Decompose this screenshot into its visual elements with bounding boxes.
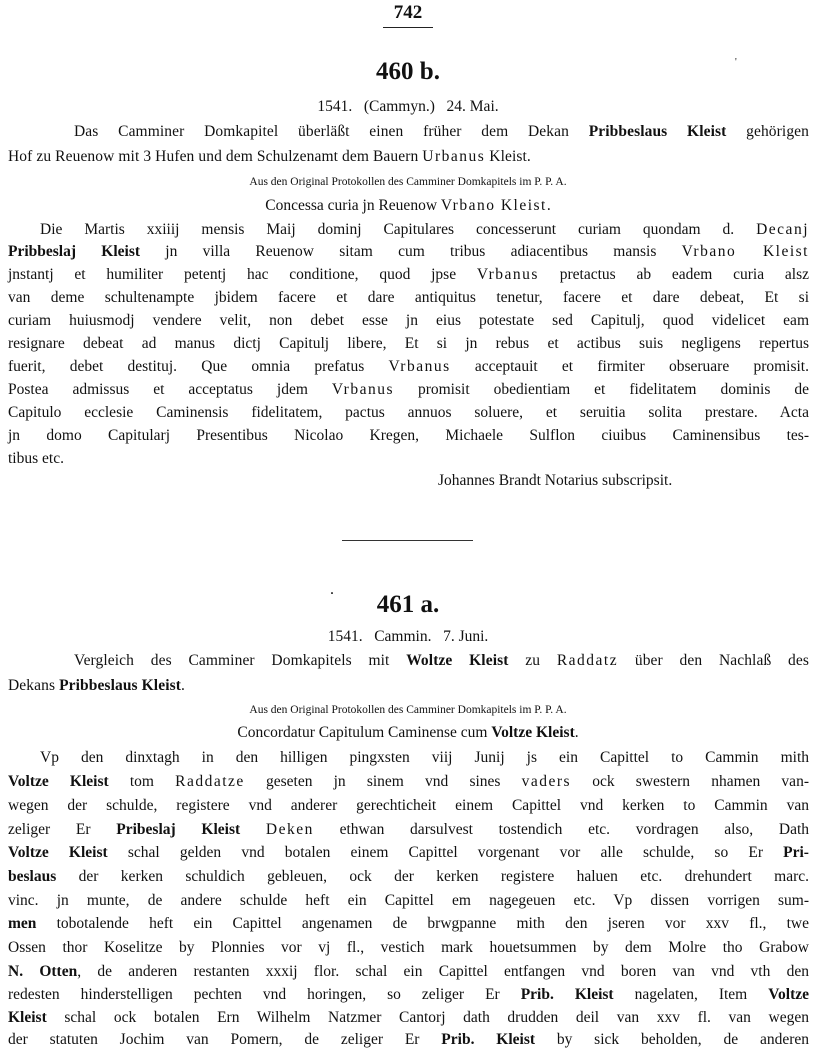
source-note: Aus den Original Protokollen des Camminer Domkapitels im P. P. A.	[249, 176, 567, 188]
body-line	[8, 820, 809, 840]
spaced-text: Vrbano Kleist	[681, 243, 809, 260]
document-dateline: 1541. (Cammyn.) 24. Mai.	[317, 98, 499, 115]
body-line	[8, 380, 809, 400]
section-dot: ·	[330, 586, 335, 600]
text-run: redesten hinderstelligen pechten vnd horingen, so zeliger Er	[8, 986, 521, 1003]
body-line	[8, 867, 809, 887]
body-line	[8, 288, 809, 308]
spaced-text: vaders	[521, 773, 572, 790]
body-line	[8, 914, 809, 934]
text-run: Die Martis xxiiij mensis Maij dominj Capitulares concesserunt curiam quondam d.	[40, 221, 757, 238]
emphasized-name: Prib. Kleist	[441, 1031, 536, 1048]
text-run: .	[574, 724, 579, 741]
body-line	[8, 843, 809, 863]
text-run: .	[181, 677, 185, 694]
emphasized-name: Voltze Kleist	[8, 773, 109, 790]
emphasized-name: Voltze Kleist	[491, 724, 575, 741]
text-run: by sick beholden, de anderen	[535, 1031, 810, 1048]
spaced-text: Vrbano Kleist	[440, 197, 547, 214]
text-run: ethwan darsulvest tostendich etc. vordragen also, Dath	[313, 821, 810, 838]
text-run: gehörigen	[726, 123, 809, 140]
text-run: Capitulo ecclesie Caminensis fidelitatem, pactus annuos soluere, et seruitia solita prestare. Acta	[8, 404, 809, 421]
text-run: tibus etc.	[8, 450, 64, 467]
body-line	[8, 1030, 809, 1050]
spaced-text: Raddatze	[175, 773, 245, 790]
text-run: schal ock botalen Ern Wilhelm Natzmer Cantorj dath drudden deil van xxv fl. van wegen	[46, 1009, 809, 1026]
text-run: Das Camminer Domkapitel überläßt einen früher dem Dekan	[74, 123, 589, 140]
spaced-text: Vrbanus	[388, 358, 451, 375]
document-dateline: 1541. Cammin. 7. Juni.	[327, 628, 489, 645]
text-run	[240, 821, 266, 838]
text-run: Vp den dinxtagh in den hilligen pingxsten viij Junij js ein Capittel to Cammin mith	[40, 749, 809, 766]
body-line	[8, 357, 809, 377]
body-line	[8, 985, 809, 1005]
body-line	[40, 220, 809, 240]
text-run: nagelaten, Item	[613, 986, 769, 1003]
text-run: promisit obedientiam et fidelitatem dominis de	[393, 381, 809, 398]
emphasized-name: Pribeslaj Kleist	[116, 821, 241, 838]
text-run: vinc. jn munte, de andere schulde heft ein Capittel em nagegeuen etc. Vp dissen vorrigen sum-	[8, 892, 809, 909]
emphasized-name: N. Otten	[8, 963, 78, 980]
text-run: curiam huiusmodj vendere velit, non debet esse jn eius potestate sed Capitulj, quod videlicet eam	[8, 312, 809, 329]
corner-mark: '	[735, 57, 737, 68]
text-run: ock swestern nhamen van-	[571, 773, 809, 790]
text-run: jn domo Capitularj Presentibus Nicolao Kregen, Michaele Sulflon ciuibus Caminensibus tes-	[8, 427, 809, 444]
text-run: acceptauit et firmiter obseruare promisit.	[450, 358, 809, 375]
text-run: van deme schultenampte jbidem facere et dare antiquitus tenetur, facere et dare debeat, Et si	[8, 289, 809, 306]
spaced-text: Deken	[265, 821, 314, 838]
text-run: schal gelden vnd botalen einem Capittel vorgenant vor alle schulde, so Er	[107, 844, 784, 861]
text-run: fuerit, debet destituj. Que omnia prefatus	[8, 358, 389, 375]
text-run: tom	[108, 773, 176, 790]
body-line	[8, 772, 809, 792]
section-divider	[342, 540, 473, 541]
spaced-text: Vrbanus	[331, 381, 394, 398]
document-title	[0, 723, 816, 743]
summary-line	[74, 651, 809, 671]
emphasized-name: Pribbeslaj Kleist	[8, 243, 141, 260]
emphasized-name: Pribbeslaus Kleist	[59, 677, 181, 694]
emphasized-name: Pribbeslaus Kleist	[588, 123, 727, 140]
emphasized-name: Voltze Kleist	[8, 844, 108, 861]
text-run: der kerken schuldich gebleuen, ock der kerken registere haluen etc. drehundert marc.	[56, 868, 809, 885]
emphasized-name: Kleist	[8, 1009, 47, 1026]
text-run: der statuten Jochim van Pomern, de zeliger Er	[8, 1031, 442, 1048]
page-number-rule	[383, 27, 433, 28]
body-line	[8, 938, 809, 958]
text-run: zeliger Er	[8, 821, 117, 838]
body-line	[8, 334, 809, 354]
body-line	[8, 1008, 809, 1028]
spaced-text: Urbanus	[422, 148, 486, 165]
body-line	[8, 426, 809, 446]
spaced-text: Raddatz	[556, 652, 619, 669]
summary-line	[8, 676, 185, 696]
text-run: über den Nachlaß des	[618, 652, 809, 669]
spaced-text: Decanj	[756, 221, 809, 238]
text-run: .	[546, 197, 551, 214]
text-run: Concordatur Capitulum Caminense cum	[237, 724, 492, 741]
text-run: , de anderen restanten xxxij flor. schal ein Capittel entfangen vnd boren van vnd vth den	[77, 963, 809, 980]
source-note: Aus den Original Protokollen des Camminer Domkapitels im P. P. A.	[249, 704, 567, 716]
body-line	[8, 962, 809, 982]
body-line	[8, 891, 809, 911]
text-run: tobotalende heft ein Capittel angenamen de brwgpanne mith den jseren vor xxv fl., twe	[36, 915, 809, 932]
text-run: wegen der schulde, registere vnd anderer gerechticheit einem Capittel vnd kerken to Cammin van	[8, 797, 809, 814]
text-run: Dekans	[8, 677, 60, 694]
emphasized-name: Prib. Kleist	[520, 986, 614, 1003]
body-line	[40, 748, 809, 768]
body-line	[8, 796, 809, 816]
text-run: Postea admissus et acceptatus jdem	[8, 381, 332, 398]
signature: Johannes Brandt Notarius subscripsit.	[438, 472, 673, 489]
emphasized-name: Woltze Kleist	[406, 652, 509, 669]
summary-line	[8, 147, 531, 167]
body-line	[8, 311, 809, 331]
text-run: zu	[508, 652, 557, 669]
body-line	[8, 403, 809, 423]
text-run: jn villa Reuenow sitam cum tribus adiacentibus mansis	[140, 243, 682, 260]
text-run: Concessa curia jn Reuenow	[265, 197, 441, 214]
body-line	[8, 242, 809, 262]
text-run: jnstantj et humiliter petentj hac conditione, quod jpse	[8, 266, 477, 283]
text-run: geseten jn sinem vnd sines	[244, 773, 522, 790]
spaced-text: Vrbanus	[476, 266, 539, 283]
document-title	[0, 196, 816, 216]
emphasized-name: beslaus	[8, 868, 57, 885]
body-line	[8, 449, 64, 469]
text-run: resignare debeat ad manus dictj Capitulj libere, Et si jn rebus et actibus suis negligens repertus	[8, 335, 809, 352]
text-run: Ossen thor Koselitze by Plonnies vor vj fl., vestich mark houetsummen by dem Molre tho Grabow	[8, 939, 809, 956]
emphasized-name: Voltze	[768, 986, 809, 1003]
text-run: Vergleich des Camminer Domkapitels mit	[74, 652, 407, 669]
text-run: pretactus ab eadem curia alsz	[538, 266, 809, 283]
summary-line	[74, 122, 809, 142]
emphasized-name: men	[8, 915, 37, 932]
body-line	[8, 265, 809, 285]
text-run: Hof zu Reuenow mit 3 Hufen und dem Schulzenamt dem Bauern	[8, 148, 423, 165]
emphasized-name: Pri-	[783, 844, 809, 861]
document-number: 461 a.	[376, 591, 440, 618]
text-run: Kleist.	[485, 148, 531, 165]
document-number: 460 b.	[376, 58, 440, 85]
page-number: 742	[393, 2, 423, 23]
